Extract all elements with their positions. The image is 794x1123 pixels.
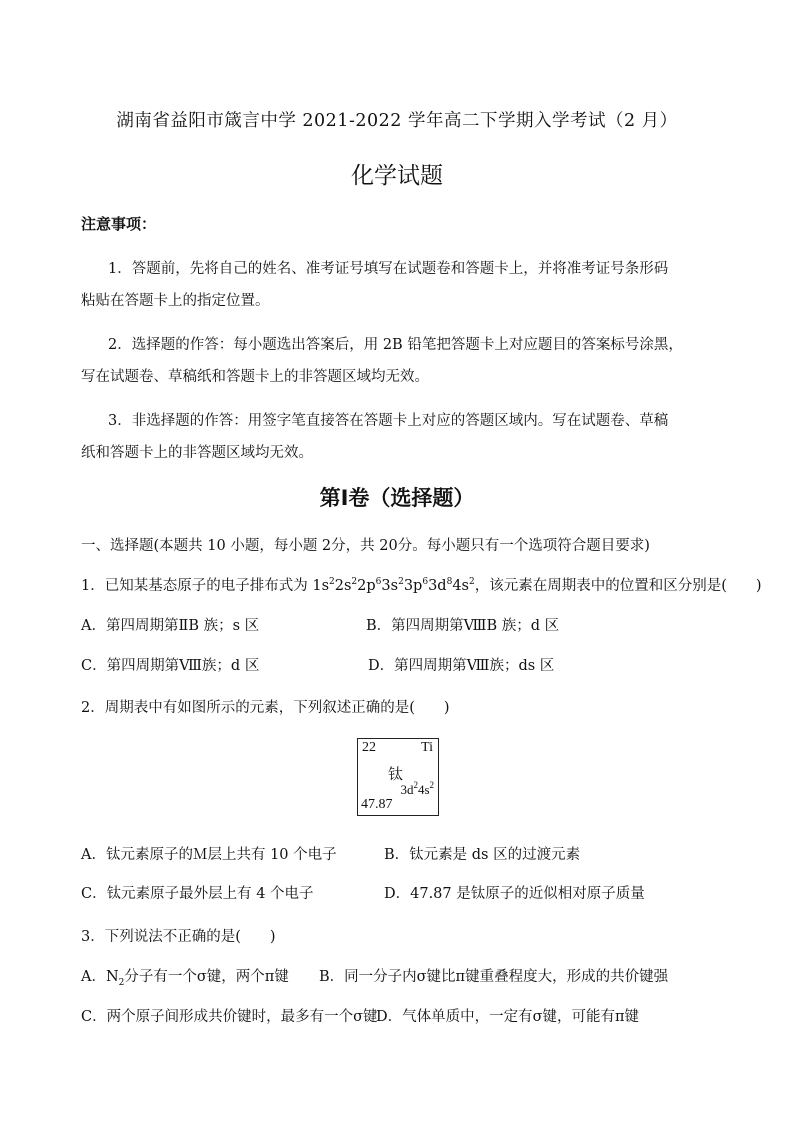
part1-title: 第Ⅰ卷（选择题） <box>319 486 475 510</box>
element-card-ti <box>357 738 439 816</box>
q3-option-c: C．两个原子间形成共价键时，最多有一个σ键 <box>81 1009 378 1025</box>
q1-option-d: D．第四周期第Ⅷ族；ds 区 <box>368 658 555 674</box>
notice-item-2-line1: 2．选择题的作答：每小题选出答案后，用 2B 铅笔把答题卡上对应题目的答案标号涂黑， <box>108 337 683 353</box>
notice-item-3-line2: 纸和答题卡上的非答题区域均无效。 <box>81 445 313 461</box>
question-1-stem <box>81 574 762 595</box>
exam-title: 湖南省益阳市箴言中学 2021-2022 学年高二下学期入学考试（2 月） <box>116 111 678 131</box>
element-symbol: Ti <box>421 740 433 755</box>
question-1-prefix: 1．已知某基态原子的电子排布式为 <box>81 578 313 594</box>
notice-item-3-line1: 3．非选择题的作答：用签字笔直接答在答题卡上对应的答题区域内。写在试题卷、草稿 <box>108 413 669 429</box>
q1-option-c: C．第四周期第Ⅷ族；d 区 <box>81 658 260 674</box>
notice-item-1-line1: 1．答题前，先将自己的姓名、准考证号填写在试题卷和答题卡上，并将准考证号条形码 <box>108 261 669 277</box>
q2-option-a: A．钛元素原子的Ｍ层上共有 10 个电子 <box>81 847 337 863</box>
element-atomic-mass: 47.87 <box>361 797 393 812</box>
element-name: 钛 <box>388 767 404 783</box>
q1-option-b: B．第四周期第ⅧB 族；d 区 <box>366 618 560 634</box>
q3-option-b: B．同一分子内σ键比π键重叠程度大，形成的共价键强 <box>319 969 669 985</box>
q1-option-a: A．第四周期第ⅡB 族；s 区 <box>81 618 260 634</box>
question-1-suffix: ，该元素在周期表中的位置和区分别是( ) <box>474 578 762 594</box>
q3-option-a: A．$N_2$分子有一个σ键，两个π键 <box>81 969 289 988</box>
notice-heading: 注意事项： <box>81 215 157 233</box>
notice-item-1-line2: 粘贴在答题卡上的指定位置。 <box>81 293 270 309</box>
notice-item-2-line2: 写在试题卷、草稿纸和答题卡上的非答题区域均无效。 <box>81 369 429 385</box>
section-intro: 一、选择题(本题共 10 小题，每小题 2分，共 20分。每小题只有一个选项符合题目要求) <box>81 538 650 554</box>
question-2-stem: 2．周期表中有如图所示的元素，下列叙述正确的是( ) <box>81 700 450 716</box>
electron-config: $1s^22s^22p^63s^23p^63d^84s^2$ <box>312 577 475 594</box>
element-atomic-number: 22 <box>362 740 376 755</box>
q3-option-d: D．气体单质中，一定有σ键，可能有π键 <box>376 1009 640 1025</box>
q2-option-c: C．钛元素原子最外层上有 4 个电子 <box>81 886 314 902</box>
q2-option-b: B．钛元素是 ds 区的过渡元素 <box>384 847 581 863</box>
q2-option-d: D．47.87 是钛原子的近似相对原子质量 <box>384 886 645 902</box>
subject-title: 化学试题 <box>351 163 443 189</box>
question-3-stem: 3．下列说法不正确的是( ) <box>81 929 276 945</box>
element-valence-config: $3d^24s^2$ <box>400 780 434 797</box>
